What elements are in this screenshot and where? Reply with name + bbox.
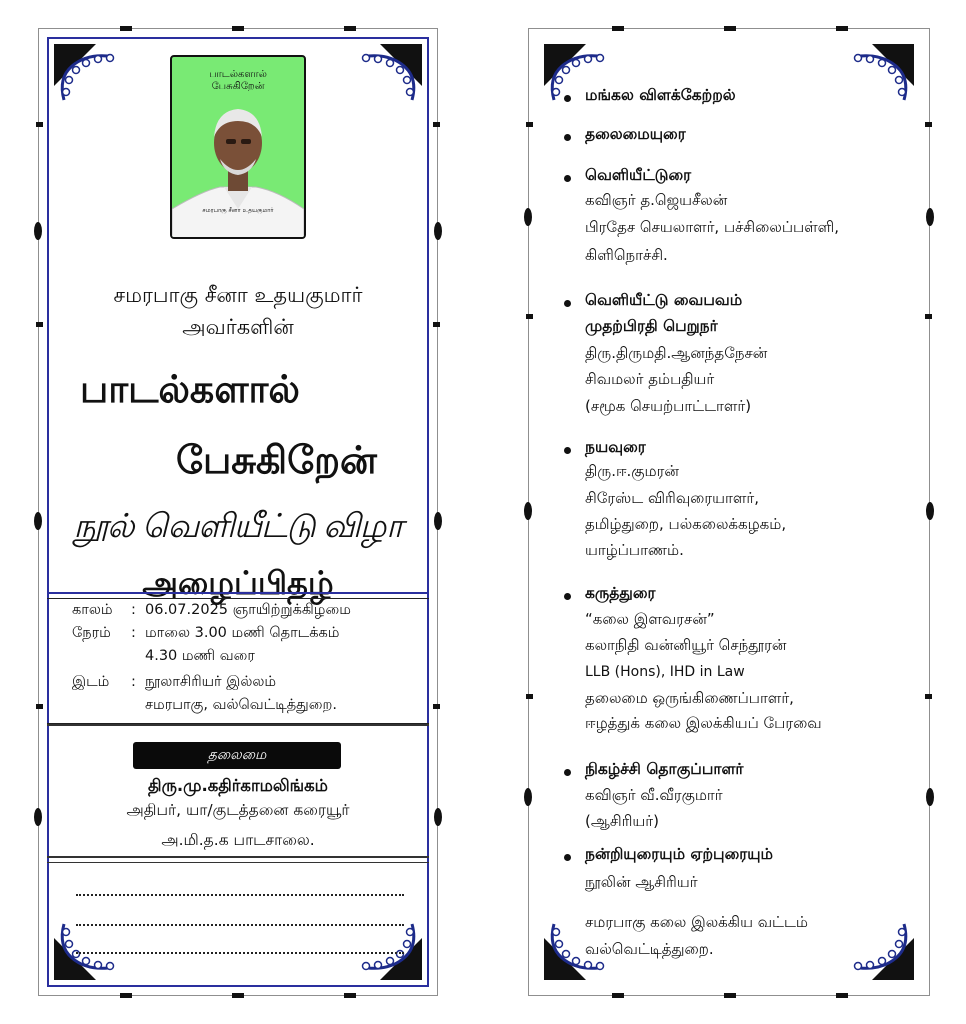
program-line: தமிழ்துறை, பல்கலைக்கழகம், bbox=[585, 515, 787, 533]
colon: : bbox=[131, 602, 136, 618]
program-line: (ஆசிரியர்) bbox=[585, 812, 659, 830]
border-oval-icon bbox=[434, 222, 442, 240]
bullet-icon bbox=[564, 769, 571, 776]
program-line: (சமூக செயற்பாட்டாளர்) bbox=[585, 397, 752, 415]
event-title: நூல் வெளியீட்டு விழா bbox=[73, 506, 403, 545]
author-name: சமரபாகு சீனா உதயகுமார் bbox=[113, 283, 363, 307]
border-tick-icon bbox=[433, 704, 440, 709]
border-tick-icon bbox=[232, 993, 244, 998]
program-item-heading: வெளியீட்டு வைபவம் bbox=[585, 291, 743, 309]
bullet-icon bbox=[564, 95, 571, 102]
time-label: நேரம் bbox=[72, 625, 111, 641]
cover-title-line2: பேசுகிறேன் bbox=[211, 81, 265, 92]
bullet-icon bbox=[564, 854, 571, 861]
program-line: தலைமை ஒருங்கிணைப்பாளர், bbox=[585, 689, 794, 707]
cover-author: சமரபாகு சீனா உதயகுமார் bbox=[202, 207, 274, 214]
author-portrait-icon bbox=[172, 97, 304, 239]
time-value-2: 4.30 மணி வரை bbox=[145, 648, 255, 664]
program-line: கவிஞர் வீ.வீரகுமார் bbox=[585, 786, 723, 804]
border-tick-icon bbox=[925, 694, 932, 699]
border-tick-icon bbox=[120, 26, 132, 31]
program-line: நூலின் ஆசிரியர் bbox=[585, 873, 698, 891]
program-item-heading: தலைமையுரை bbox=[585, 125, 686, 143]
guest-name-blank[interactable] bbox=[76, 952, 404, 954]
bullet-icon bbox=[564, 300, 571, 307]
border-tick-icon bbox=[724, 26, 736, 31]
border-tick-icon bbox=[120, 993, 132, 998]
corner-ornament-icon bbox=[356, 40, 426, 110]
border-tick-icon bbox=[36, 122, 43, 127]
corner-ornament-icon bbox=[848, 40, 918, 110]
chair-name: திரு.மு.கதிர்காமலிங்கம் bbox=[148, 776, 328, 795]
author-suffix: அவர்களின் bbox=[182, 315, 294, 339]
border-tick-icon bbox=[925, 314, 932, 319]
chair-badge: தலைமை bbox=[133, 742, 341, 769]
venue-label: இடம் bbox=[72, 674, 110, 690]
venue-value-2: சமரபாகு, வல்வெட்டித்துறை. bbox=[145, 697, 337, 713]
border-tick-icon bbox=[344, 26, 356, 31]
program-item-heading: நிகழ்ச்சி தொகுப்பாளர் bbox=[585, 760, 744, 778]
border-oval-icon bbox=[926, 502, 934, 520]
border-oval-icon bbox=[524, 788, 532, 806]
colon: : bbox=[131, 625, 136, 641]
program-line: யாழ்ப்பாணம். bbox=[585, 541, 684, 559]
bullet-icon bbox=[564, 593, 571, 600]
border-oval-icon bbox=[34, 222, 42, 240]
book-title-line1: பாடல்களால் bbox=[80, 366, 300, 411]
border-tick-icon bbox=[232, 26, 244, 31]
guest-name-blank[interactable] bbox=[76, 924, 404, 926]
border-tick-icon bbox=[836, 993, 848, 998]
corner-ornament-icon bbox=[848, 914, 918, 984]
program-item-heading: நயவுரை bbox=[585, 438, 646, 456]
invitation-heading: அழைப்பிதழ் bbox=[142, 564, 334, 602]
border-tick-icon bbox=[344, 993, 356, 998]
right-panel bbox=[528, 28, 930, 996]
program-line: திரு.ஈ.குமரன் bbox=[585, 462, 679, 480]
program-item-heading: கருத்துரை bbox=[585, 584, 656, 602]
program-line: ஈழத்துக் கலை இலக்கியப் பேரவை bbox=[585, 714, 822, 732]
divider bbox=[47, 862, 429, 863]
border-tick-icon bbox=[433, 122, 440, 127]
border-tick-icon bbox=[612, 993, 624, 998]
border-oval-icon bbox=[524, 208, 532, 226]
border-tick-icon bbox=[36, 704, 43, 709]
program-line: LLB (Hons), IHD in Law bbox=[585, 664, 745, 680]
program-item-heading: நன்றியுரையும் ஏற்புரையும் bbox=[585, 845, 774, 863]
date-label: காலம் bbox=[72, 602, 113, 618]
bullet-icon bbox=[564, 134, 571, 141]
guest-name-blank[interactable] bbox=[76, 894, 404, 896]
border-oval-icon bbox=[926, 788, 934, 806]
date-value: 06.07.2025 ஞாயிற்றுக்கிழமை bbox=[145, 602, 351, 618]
border-tick-icon bbox=[526, 694, 533, 699]
left-panel bbox=[38, 28, 438, 996]
program-line: கலாநிதி வன்னியூர் செந்தூரன் bbox=[585, 636, 787, 654]
border-oval-icon bbox=[926, 208, 934, 226]
book-cover-image bbox=[170, 55, 306, 239]
program-item-heading: மங்கல விளக்கேற்றல் bbox=[585, 86, 736, 104]
program-line: திரு.திருமதி.ஆனந்தநேசன் bbox=[585, 344, 768, 362]
border-oval-icon bbox=[524, 502, 532, 520]
border-tick-icon bbox=[526, 122, 533, 127]
border-tick-icon bbox=[612, 26, 624, 31]
program-line: பிரதேச செயலாளர், பச்சிலைப்பள்ளி, bbox=[585, 218, 840, 236]
bullet-icon bbox=[564, 175, 571, 182]
divider bbox=[47, 856, 429, 858]
organizer-place: வல்வெட்டித்துறை. bbox=[585, 940, 714, 958]
program-item-heading-2: முதற்பிரதி பெறுநர் bbox=[585, 317, 718, 335]
border-tick-icon bbox=[526, 314, 533, 319]
chair-role-1: அதிபர், யா/குடத்தனை கரையூர் bbox=[126, 801, 350, 819]
border-tick-icon bbox=[724, 993, 736, 998]
program-line: கிளிநொச்சி. bbox=[585, 246, 668, 264]
cover-title-line1: பாடல்களால் bbox=[209, 69, 267, 80]
organizer-name: சமரபாகு கலை இலக்கிய வட்டம் bbox=[585, 913, 809, 931]
colon: : bbox=[131, 674, 136, 690]
border-tick-icon bbox=[836, 26, 848, 31]
program-item-heading: வெளியீட்டுரை bbox=[585, 166, 692, 184]
venue-value-1: நூலாசிரியர் இல்லம் bbox=[145, 674, 277, 690]
book-title-line2: பேசுகிறேன் bbox=[176, 437, 377, 482]
border-tick-icon bbox=[925, 122, 932, 127]
program-line: சிரேஸ்ட விரிவுரையாளர், bbox=[585, 489, 759, 507]
chair-role-2: அ.மி.த.க பாடசாலை. bbox=[161, 831, 315, 849]
corner-ornament-icon bbox=[50, 40, 120, 110]
bullet-icon bbox=[564, 447, 571, 454]
event-details bbox=[47, 592, 429, 726]
program-line: சிவமலர் தம்பதியர் bbox=[585, 370, 715, 388]
time-value-1: மாலை 3.00 மணி தொடக்கம் bbox=[145, 625, 340, 641]
program-line: “கலை இளவரசன்” bbox=[585, 610, 715, 628]
program-line: கவிஞர் த.ஜெயசீலன் bbox=[585, 191, 728, 209]
